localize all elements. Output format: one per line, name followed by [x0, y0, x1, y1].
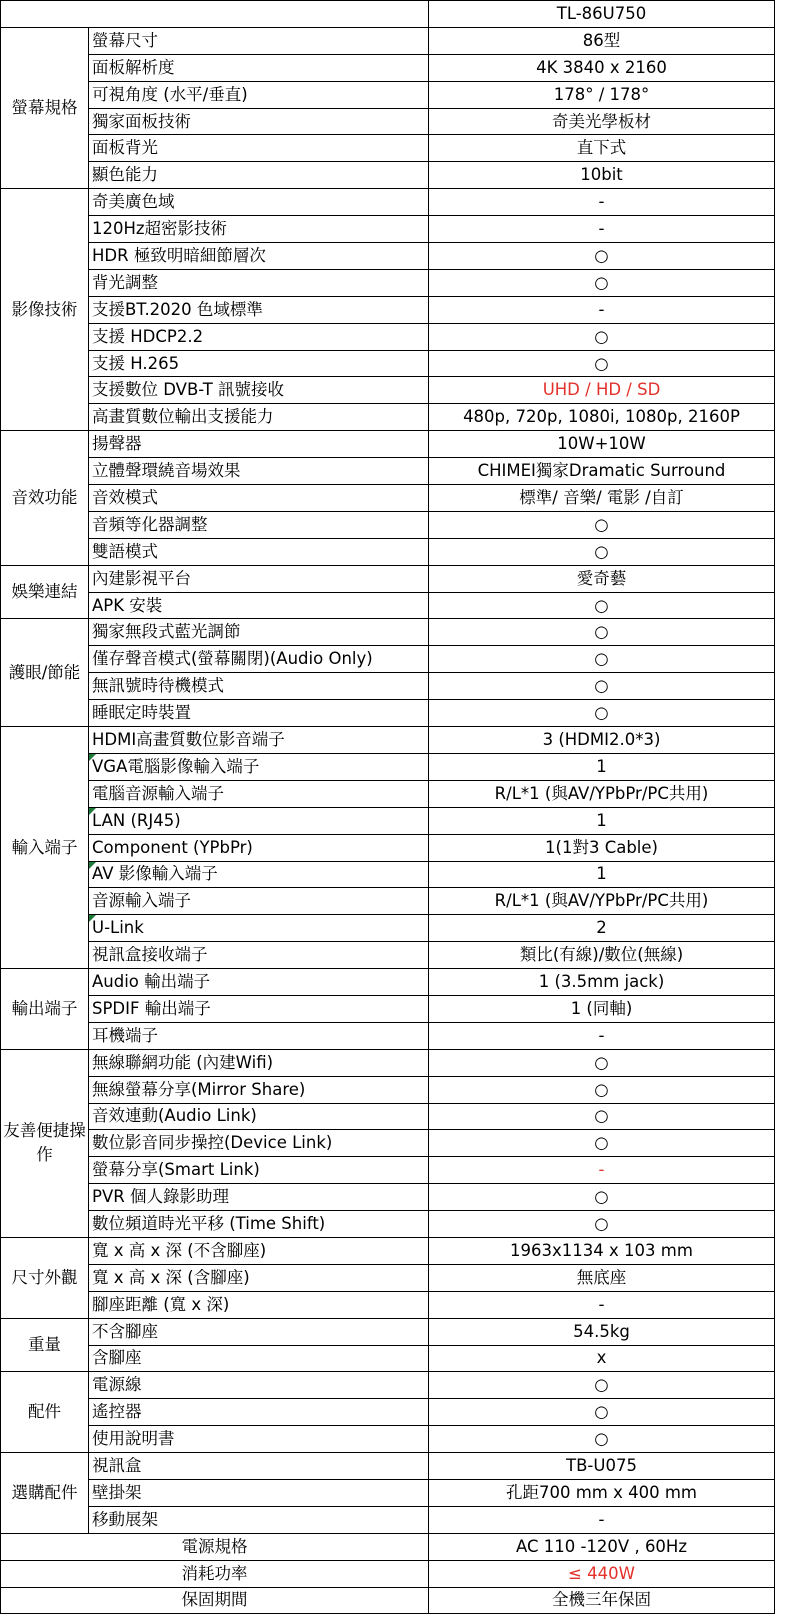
footer-label: 消耗功率: [1, 1560, 429, 1587]
spec-row: [1, 780, 775, 807]
spec-label: 立體聲環繞音場效果: [89, 458, 429, 485]
spec-row: [1, 431, 775, 458]
spec-label: HDMI高畫質數位影音端子: [89, 727, 429, 754]
spec-row: [1, 81, 775, 108]
footer-row: [1, 1587, 775, 1614]
spec-value: 直下式: [429, 135, 775, 162]
footer-label: 電源規格: [1, 1533, 429, 1560]
spec-value: ○: [429, 538, 775, 565]
spec-row: [1, 942, 775, 969]
spec-label: 120Hz超密影技術: [89, 216, 429, 243]
spec-label: 無線螢幕分享(Mirror Share): [89, 1076, 429, 1103]
spec-row: [1, 1049, 775, 1076]
category-label: 護眼/節能: [1, 619, 89, 727]
category-label: 重量: [1, 1318, 89, 1372]
spec-row: [1, 27, 775, 54]
spec-row: [1, 162, 775, 189]
category-label: 輸入端子: [1, 727, 89, 969]
spec-row: [1, 1022, 775, 1049]
spec-value: ○: [429, 1399, 775, 1426]
spec-label: 視訊盒接收端子: [89, 942, 429, 969]
spec-value: 2: [429, 915, 775, 942]
spec-value: 10bit: [429, 162, 775, 189]
spec-label: 面板解析度: [89, 54, 429, 81]
spec-label: U-Link: [89, 915, 429, 942]
spec-label: 顯色能力: [89, 162, 429, 189]
footer-value: 全機三年保固: [429, 1587, 775, 1614]
spec-row: [1, 646, 775, 673]
spec-value: 480p, 720p, 1080i, 1080p, 2160P: [429, 404, 775, 431]
spec-value: 10W+10W: [429, 431, 775, 458]
spec-value: 4K 3840 x 2160: [429, 54, 775, 81]
spec-value: 178° / 178°: [429, 81, 775, 108]
spec-value: ○: [429, 1426, 775, 1453]
spec-row: [1, 1076, 775, 1103]
category-label: 螢幕規格: [1, 27, 89, 188]
spec-label: 無線聯網功能 (內建Wifi): [89, 1049, 429, 1076]
category-label: 音效功能: [1, 431, 89, 565]
spec-row: [1, 619, 775, 646]
spec-row: [1, 243, 775, 270]
category-label: 娛樂連結: [1, 565, 89, 619]
spec-value: ○: [429, 269, 775, 296]
spec-row: [1, 592, 775, 619]
spec-value: ○: [429, 1211, 775, 1238]
spec-value: TB-U075: [429, 1453, 775, 1480]
spec-row: [1, 1506, 775, 1533]
spec-label: PVR 個人錄影助理: [89, 1184, 429, 1211]
spec-row: [1, 995, 775, 1022]
category-label: 尺寸外觀: [1, 1237, 89, 1318]
spec-row: [1, 1426, 775, 1453]
spec-value: -: [429, 296, 775, 323]
spec-label: LAN (RJ45): [89, 807, 429, 834]
spec-label: 數位頻道時光平移 (Time Shift): [89, 1211, 429, 1238]
spec-value: R/L*1 (與AV/YPbPr/PC共用): [429, 780, 775, 807]
spec-value: ○: [429, 646, 775, 673]
spec-value: 無底座: [429, 1264, 775, 1291]
spec-row: [1, 538, 775, 565]
spec-row: [1, 673, 775, 700]
spec-value: ○: [429, 243, 775, 270]
spec-label: 支援數位 DVB-T 訊號接收: [89, 377, 429, 404]
spec-row: [1, 727, 775, 754]
spec-value: -: [429, 1022, 775, 1049]
category-label: 輸出端子: [1, 969, 89, 1050]
spec-value: ○: [429, 673, 775, 700]
spec-row: [1, 807, 775, 834]
model-name: TL-86U750: [429, 1, 775, 28]
spec-label: 雙語模式: [89, 538, 429, 565]
spec-row: [1, 404, 775, 431]
spec-row: [1, 54, 775, 81]
spec-value: -: [429, 1506, 775, 1533]
category-label: 選購配件: [1, 1453, 89, 1534]
spec-row: [1, 1399, 775, 1426]
header-blank-cell: [1, 1, 429, 28]
spec-value: 類比(有線)/數位(無線): [429, 942, 775, 969]
spec-label: 視訊盒: [89, 1453, 429, 1480]
spec-row: [1, 323, 775, 350]
spec-label: 音效模式: [89, 485, 429, 512]
spec-value: 1: [429, 807, 775, 834]
spec-label: 電源線: [89, 1372, 429, 1399]
spec-value: 1(1對3 Cable): [429, 834, 775, 861]
spec-value: CHIMEI獨家Dramatic Surround: [429, 458, 775, 485]
spec-label: 僅存聲音模式(螢幕關閉)(Audio Only): [89, 646, 429, 673]
spec-value: 86型: [429, 27, 775, 54]
spec-label: 遙控器: [89, 1399, 429, 1426]
spec-value: ○: [429, 1103, 775, 1130]
spec-label: 腳座距離 (寬 x 深): [89, 1291, 429, 1318]
spec-label: 寬 x 高 x 深 (不含腳座): [89, 1237, 429, 1264]
spec-row: [1, 296, 775, 323]
spec-label: 無訊號時待機模式: [89, 673, 429, 700]
spec-label: SPDIF 輸出端子: [89, 995, 429, 1022]
category-label: 影像技術: [1, 189, 89, 431]
spec-label: 音源輸入端子: [89, 888, 429, 915]
spec-value: ○: [429, 1049, 775, 1076]
spec-label: 奇美廣色域: [89, 189, 429, 216]
spec-value: ○: [429, 700, 775, 727]
spec-label: 支援 H.265: [89, 350, 429, 377]
spec-label: 壁掛架: [89, 1479, 429, 1506]
spec-value: ○: [429, 619, 775, 646]
spec-row: [1, 1103, 775, 1130]
spec-row: [1, 350, 775, 377]
spec-value: ○: [429, 350, 775, 377]
spec-value: x: [429, 1345, 775, 1372]
footer-value: ≤ 440W: [429, 1560, 775, 1587]
spec-label: 數位影音同步操控(Device Link): [89, 1130, 429, 1157]
spec-label: Component (YPbPr): [89, 834, 429, 861]
spec-value: R/L*1 (與AV/YPbPr/PC共用): [429, 888, 775, 915]
spec-value: 孔距700 mm x 400 mm: [429, 1479, 775, 1506]
spec-row: [1, 1264, 775, 1291]
spec-label: 電腦音源輸入端子: [89, 780, 429, 807]
spec-table-body: [1, 1, 775, 1614]
spec-label: 獨家面板技術: [89, 108, 429, 135]
spec-value: 標準/ 音樂/ 電影 /自訂: [429, 485, 775, 512]
spec-row: [1, 189, 775, 216]
spec-label: 獨家無段式藍光調節: [89, 619, 429, 646]
spec-label: 睡眠定時裝置: [89, 700, 429, 727]
spec-row: [1, 216, 775, 243]
spec-row: [1, 915, 775, 942]
spec-label: 螢幕尺寸: [89, 27, 429, 54]
spec-label: HDR 極致明暗細節層次: [89, 243, 429, 270]
spec-label: 音效連動(Audio Link): [89, 1103, 429, 1130]
spec-row: [1, 1237, 775, 1264]
header-row: [1, 1, 775, 28]
spec-row: [1, 511, 775, 538]
spec-row: [1, 861, 775, 888]
spec-row: [1, 485, 775, 512]
spec-label: APK 安裝: [89, 592, 429, 619]
spec-label: 耳機端子: [89, 1022, 429, 1049]
spec-row: [1, 1211, 775, 1238]
spec-label: 支援 HDCP2.2: [89, 323, 429, 350]
spec-value: 1 (同軸): [429, 995, 775, 1022]
spec-label: 含腳座: [89, 1345, 429, 1372]
spec-label: VGA電腦影像輸入端子: [89, 753, 429, 780]
spec-value: ○: [429, 1130, 775, 1157]
category-label: 配件: [1, 1372, 89, 1453]
spec-label: 可視角度 (水平/垂直): [89, 81, 429, 108]
spec-row: [1, 565, 775, 592]
spec-row: [1, 1345, 775, 1372]
spec-value: ○: [429, 1184, 775, 1211]
spec-row: [1, 1291, 775, 1318]
spec-value: ○: [429, 323, 775, 350]
spec-value: ○: [429, 592, 775, 619]
spec-row: [1, 700, 775, 727]
spec-label: 揚聲器: [89, 431, 429, 458]
spec-label: 寬 x 高 x 深 (含腳座): [89, 1264, 429, 1291]
spec-label: 移動展架: [89, 1506, 429, 1533]
spec-row: [1, 377, 775, 404]
spec-row: [1, 1130, 775, 1157]
spec-label: 高畫質數位輸出支援能力: [89, 404, 429, 431]
spec-label: 螢幕分享(Smart Link): [89, 1157, 429, 1184]
spec-value: 54.5kg: [429, 1318, 775, 1345]
spec-value: 1 (3.5mm jack): [429, 969, 775, 996]
spec-value: UHD / HD / SD: [429, 377, 775, 404]
spec-row: [1, 888, 775, 915]
spec-row: [1, 753, 775, 780]
spec-value: -: [429, 1157, 775, 1184]
spec-row: [1, 1184, 775, 1211]
spec-row: [1, 969, 775, 996]
spec-value: -: [429, 1291, 775, 1318]
spec-value: 1: [429, 861, 775, 888]
spec-row: [1, 1453, 775, 1480]
spec-row: [1, 269, 775, 296]
spec-label: 背光調整: [89, 269, 429, 296]
spec-row: [1, 108, 775, 135]
category-label: 友善便捷操作: [1, 1049, 89, 1237]
spec-value: 愛奇藝: [429, 565, 775, 592]
spec-label: 使用說明書: [89, 1426, 429, 1453]
spec-label: 內建影視平台: [89, 565, 429, 592]
spec-value: -: [429, 189, 775, 216]
footer-row: [1, 1533, 775, 1560]
footer-value: AC 110 -120V , 60Hz: [429, 1533, 775, 1560]
spec-value: ○: [429, 511, 775, 538]
spec-value: 3 (HDMI2.0*3): [429, 727, 775, 754]
spec-row: [1, 834, 775, 861]
spec-value: 1963x1134 x 103 mm: [429, 1237, 775, 1264]
spec-label: Audio 輸出端子: [89, 969, 429, 996]
spec-label: 不含腳座: [89, 1318, 429, 1345]
footer-row: [1, 1560, 775, 1587]
spec-label: 支援BT.2020 色域標準: [89, 296, 429, 323]
spec-label: 面板背光: [89, 135, 429, 162]
spec-row: [1, 1372, 775, 1399]
spec-value: -: [429, 216, 775, 243]
spec-row: [1, 458, 775, 485]
spec-value: ○: [429, 1372, 775, 1399]
spec-value: ○: [429, 1076, 775, 1103]
spec-row: [1, 1157, 775, 1184]
spec-label: 音頻等化器調整: [89, 511, 429, 538]
footer-label: 保固期間: [1, 1587, 429, 1614]
spec-row: [1, 1479, 775, 1506]
spec-value: 奇美光學板材: [429, 108, 775, 135]
spec-row: [1, 1318, 775, 1345]
spec-value: 1: [429, 753, 775, 780]
spec-row: [1, 135, 775, 162]
spec-label: AV 影像輸入端子: [89, 861, 429, 888]
